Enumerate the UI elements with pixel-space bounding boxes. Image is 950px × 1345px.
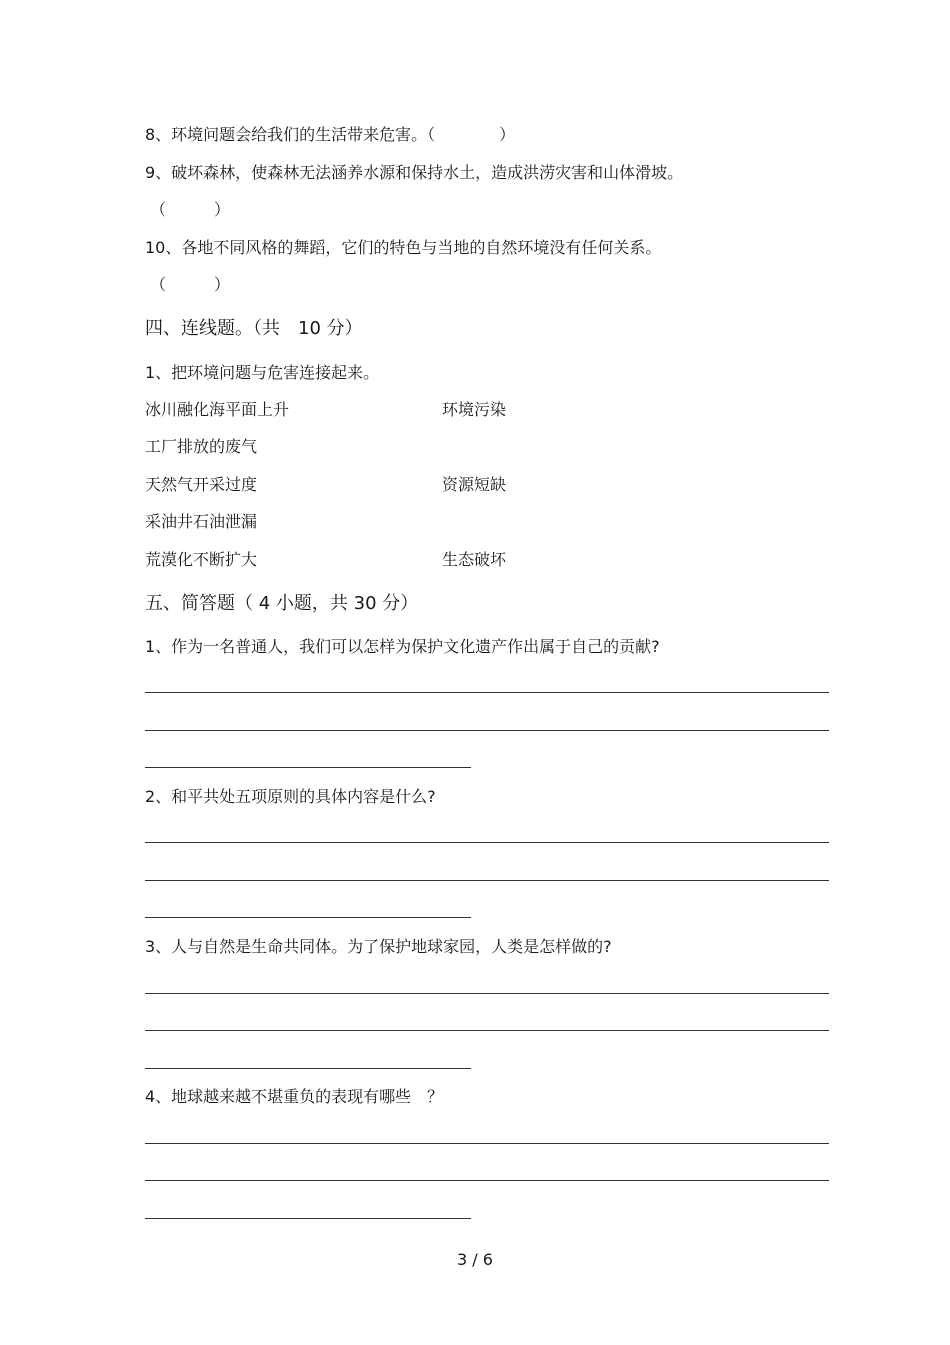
matching-left-item-4: 采油井石油泄漏 (145, 512, 258, 531)
answer-line[interactable] (145, 1068, 471, 1069)
short-answer-section-heading: 五、简答题（ 4 小题，共 30 分） (145, 593, 419, 614)
answer-line[interactable] (145, 917, 471, 918)
matching-left-item-5: 荒漠化不断扩大 (145, 550, 258, 569)
question-8: 8、环境问题会给我们的生活带来危害。（ ） (145, 125, 516, 144)
question-9-answer-blank: （ ） (150, 200, 231, 219)
answer-line[interactable] (145, 1143, 829, 1144)
answer-line[interactable] (145, 993, 829, 994)
matching-right-item-1: 环境污染 (442, 400, 507, 419)
answer-line[interactable] (145, 767, 471, 768)
short-answer-question-3: 3、人与自然是生命共同体。为了保护地球家园，人类是怎样做的? (145, 937, 612, 956)
short-answer-question-2: 2、和平共处五项原则的具体内容是什么? (145, 787, 436, 806)
short-answer-question-1: 1、作为一名普通人，我们可以怎样为保护文化遗产作出属于自己的贡献? (145, 637, 660, 656)
answer-line[interactable] (145, 1218, 471, 1219)
answer-line[interactable] (145, 692, 829, 693)
matching-right-item-2: 资源短缺 (442, 475, 507, 494)
answer-line[interactable] (145, 1030, 829, 1031)
matching-section-heading: 四、连线题。（共 10 分） (145, 318, 363, 339)
matching-question-1: 1、把环境问题与危害连接起来。 (145, 363, 380, 382)
answer-line[interactable] (145, 842, 829, 843)
short-answer-question-4: 4、地球越来越不堪重负的表现有哪些 ？ (145, 1087, 444, 1106)
matching-left-item-2: 工厂排放的废气 (145, 437, 258, 456)
matching-left-item-1: 冰川融化海平面上升 (145, 400, 290, 419)
question-10-answer-blank: （ ） (150, 275, 231, 294)
answer-line[interactable] (145, 1180, 829, 1181)
answer-line[interactable] (145, 880, 829, 881)
matching-right-item-3: 生态破坏 (442, 550, 507, 569)
answer-line[interactable] (145, 730, 829, 731)
page-number: 3 / 6 (457, 1250, 493, 1269)
question-10: 10、各地不同风格的舞蹈，它们的特色与当地的自然环境没有任何关系。 (145, 238, 662, 257)
matching-left-item-3: 天然气开采过度 (145, 475, 258, 494)
question-9: 9、破坏森林，使森林无法涵养水源和保持水土，造成洪涝灾害和山体滑坡。 (145, 163, 684, 182)
